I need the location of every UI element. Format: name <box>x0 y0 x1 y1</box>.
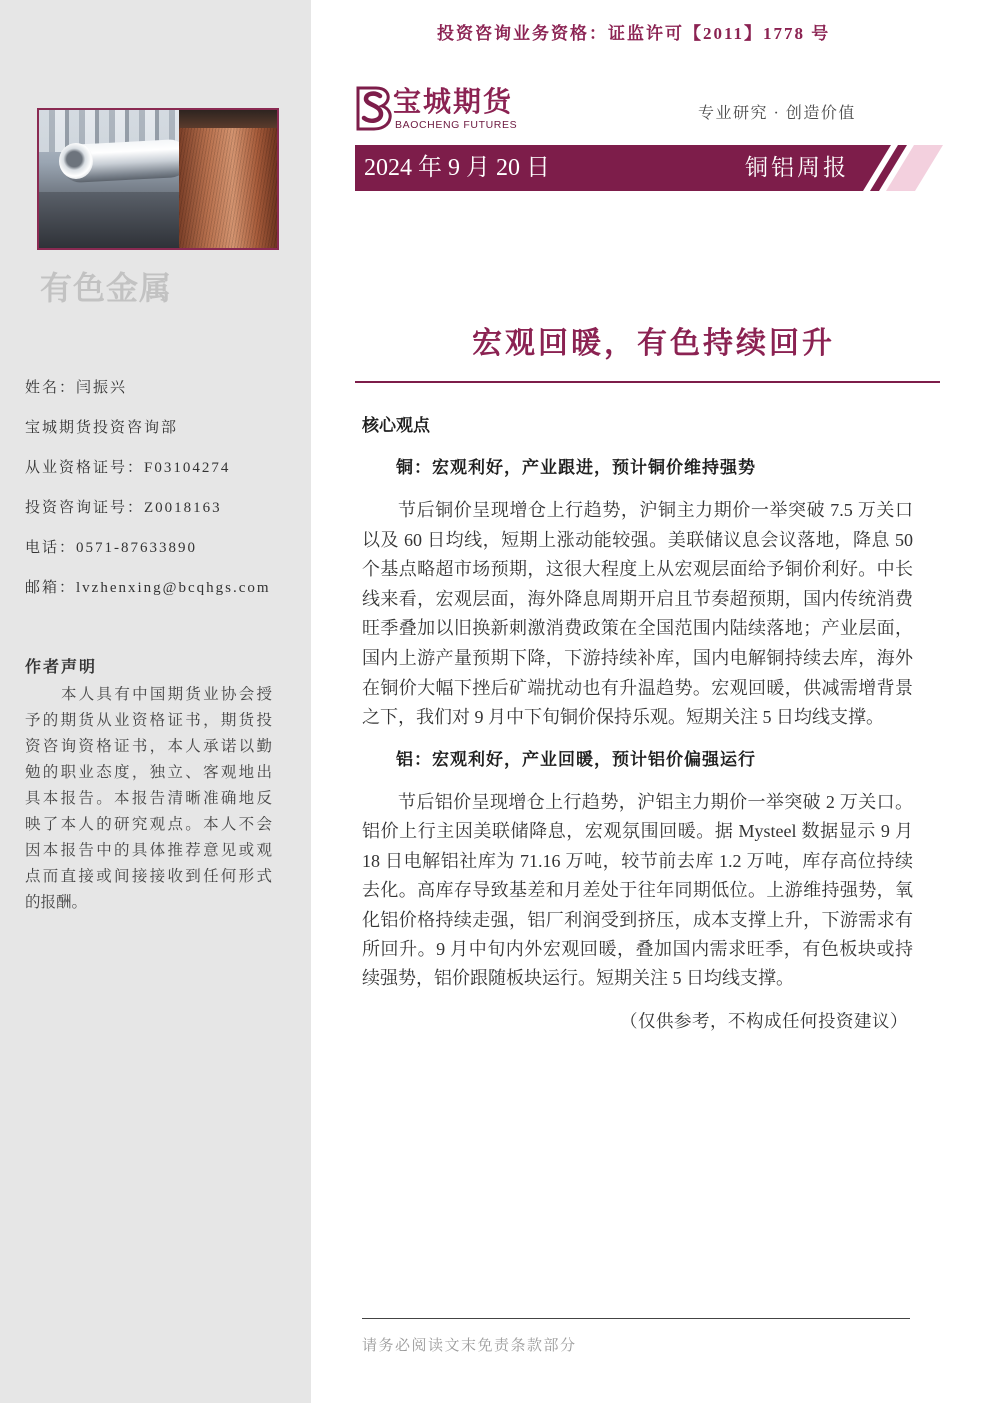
author-department: 宝城期货投资咨询部 <box>25 420 179 436</box>
copper-paragraph <box>362 496 913 733</box>
paragraph-line: 线来看，宏观层面，海外降息周期开启且节奏超预期，国内传统消费 <box>362 588 913 609</box>
paragraph-line: 以及 60 日均线，短期上涨动能较强。美联储议息会议落地，降息 50 <box>362 529 913 550</box>
paragraph-line: 个基点略超市场预期，这很大程度上从宏观层面给予铜价利好。中长 <box>362 559 913 580</box>
paragraph-line: 节后铝价呈现增仓上行趋势，沪铝主力期价一举突破 2 万关口。 <box>398 792 913 812</box>
report-date: 2024 年 9 月 20 日 <box>364 155 550 181</box>
statement-line: 资咨询资格证书，本人承诺以勤 <box>25 738 272 755</box>
paragraph-line: 之下，我们对 9 月中下旬铜价保持乐观。短期关注 5 日均线支撑。 <box>362 707 884 728</box>
copper-heading: 铜：宏观利好，产业跟进，预计铜价维持强势 <box>396 458 756 477</box>
logo-name-cn: 宝城期货 <box>393 87 514 118</box>
paragraph-line: 续强势，铝价跟随板块运行。短期关注 5 日均线支撑。 <box>362 968 794 989</box>
paragraph-line: 化铝价格持续走强，铝厂利润受到挤压，成本支撑上升，下游需求有 <box>362 909 913 930</box>
footer-disclaimer: 请务必阅读文末免责条款部分 <box>362 1338 577 1354</box>
aluminum-heading: 铝：宏观利好，产业回暖，预计铝价偏强运行 <box>396 750 756 769</box>
statement-line: 本人具有中国期货业协会授 <box>61 686 272 703</box>
paragraph-line: 铝价上行主因美联储降息，宏观氛围回暖。据 Mysteel 数据显示 9 月 <box>362 821 913 842</box>
photo-shadow <box>39 192 189 248</box>
title-divider <box>355 381 940 383</box>
report-type: 铜铝周报 <box>745 155 849 180</box>
statement-line: 的报酬。 <box>25 894 88 911</box>
logo-name-en: BAOCHENG FUTURES <box>395 119 518 131</box>
author-advisory-license: 投资咨询证号：Z0018163 <box>25 500 222 516</box>
license-notice: 投资咨询业务资格：证监许可【2011】1778 号 <box>437 24 831 43</box>
paragraph-line: 18 日电解铝社库为 71.16 万吨，较节前去库 1.2 万吨，库存高位持续 <box>362 850 913 871</box>
paragraph-line: 在铜价大幅下挫后矿端扰动也有升温趋势。宏观回暖，供减需增背景 <box>362 677 913 698</box>
author-qualification: 从业资格证号：F03104274 <box>25 460 231 476</box>
author-info <box>25 368 271 608</box>
footer-divider <box>362 1318 910 1319</box>
cover-photo <box>37 108 279 250</box>
section-title: 核心观点 <box>362 416 430 435</box>
paragraph-line: 去化。高库存导致基差和月差处于往年同期低位。上游维持强势，氧 <box>362 880 913 901</box>
photo-copper-rim <box>179 110 277 128</box>
paragraph-line: 节后铜价呈现增仓上行趋势，沪铜主力期价一举突破 7.5 万关口 <box>398 500 913 520</box>
statement-line: 因本报告中的具体推荐意见或观 <box>25 842 272 859</box>
photo-cylinder-cap <box>59 143 93 179</box>
statement-line: 点而直接或间接接收到任何形式 <box>25 868 272 885</box>
sector-label: 有色金属 <box>40 270 173 306</box>
statement-line: 映了本人的研究观点。本人不会 <box>25 816 272 833</box>
slogan: 专业研究 · 创造价值 <box>698 105 856 122</box>
paragraph-line: 旺季叠加以旧换新刺激消费政策在全国范围内陆续落地；产业层面， <box>362 618 913 639</box>
aluminum-paragraph <box>362 788 913 994</box>
statement-line: 予的期货从业资格证书，期货投 <box>25 712 272 729</box>
baocheng-logo-icon <box>355 85 393 131</box>
advice-note: （仅供参考，不构成任何投资建议） <box>620 1011 908 1031</box>
report-title: 宏观回暖，有色持续回升 <box>472 327 835 360</box>
statement-line: 具本报告。本报告清晰准确地反 <box>25 790 272 807</box>
photo-copper-coil <box>179 110 277 248</box>
paragraph-line: 所回升。9 月中旬内外宏观回暖，叠加国内需求旺季，有色板块或持 <box>362 939 913 960</box>
author-email: 邮箱：lvzhenxing@bcqhgs.com <box>25 580 271 596</box>
author-name: 姓名：闫振兴 <box>25 380 128 396</box>
statement-line: 勉的职业态度，独立、客观地出 <box>25 764 272 781</box>
statement-title: 作者声明 <box>25 659 98 676</box>
author-phone: 电话：0571-87633890 <box>25 540 198 556</box>
author-statement <box>25 682 272 916</box>
paragraph-line: 国内上游产量预期下降，下游持续补库，国内电解铜持续去库，海外 <box>362 647 913 668</box>
